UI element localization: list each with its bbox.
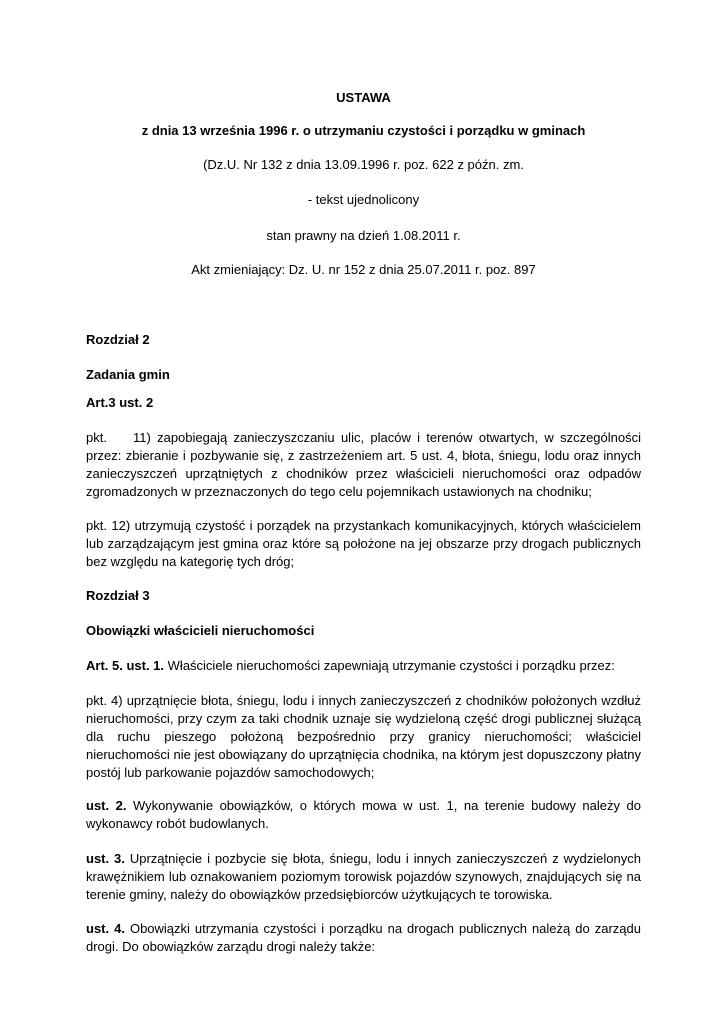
article-5-label: Art. 5. ust. 1. [86, 658, 165, 673]
chapter-3-heading: Rozdział 3 [86, 588, 150, 603]
act-subtitle: z dnia 13 września 1996 r. o utrzymaniu czystości i porządku w gminach [141, 123, 586, 138]
ust-4-label: ust. 4. [86, 921, 125, 936]
act-title: USTAWA [336, 90, 391, 105]
article-5-paragraph [86, 657, 641, 675]
ust-2-label: ust. 2. [86, 798, 127, 813]
chapter-2-title: Zadania gmin [86, 367, 170, 382]
paragraph-ust-2 [86, 797, 641, 833]
paragraph-pkt-12 [86, 517, 641, 571]
point-label: pkt. [86, 518, 107, 533]
amending-act: Akt zmieniający: Dz. U. nr 152 z dnia 25.07.2011 r. poz. 897 [191, 262, 536, 277]
legal-state-date: stan prawny na dzień 1.08.2011 r. [266, 228, 461, 243]
paragraph-ust-4 [86, 920, 641, 956]
article-5-text: Właściciele nieruchomości zapewniają utrzymanie czystości i porządku przez: [167, 658, 615, 673]
paragraph-ust-3 [86, 850, 641, 904]
journal-citation: (Dz.U. Nr 132 z dnia 13.09.1996 r. poz. 622 z późn. zm. [203, 157, 524, 172]
paragraph-pkt-11 [86, 429, 641, 501]
ust-2-text: Wykonywanie obowiązków, o których mowa w ust. 1, na terenie budowy należy do wykonawcy robót budowlanych. [86, 798, 641, 831]
chapter-2-heading: Rozdział 2 [86, 332, 150, 347]
point-text: 11) zapobiegają zanieczyszczaniu ulic, placów i terenów otwartych, w szczególności przez: zbieranie i pozbywanie się, z zastrzeżeniem art. 5 ust. 4, błota, śniegu, lodu oraz innych zanieczyszczeń uprzątniętych z chodników przez właścicieli nieruchomości oraz odpadów zgromadzonych w przeznaczonych do tego celu pojemnikach ustawionych na chodniku; [86, 430, 641, 499]
point-label: pkt. [86, 430, 107, 445]
paragraph-pkt-4: pkt. 4) uprzątnięcie błota, śniegu, lodu i innych zanieczyszczeń z chodników położonych wzdłuż nieruchomości, przy czym za taki chodnik uznaje się wydzieloną część drogi publicznej służącą dla ruchu pieszego położoną bezpośrednio przy granicy nieruchomości; właściciel nieruchomości nie jest obowiązany do uprzątnięcia chodnika, na którym jest dopuszczony płatny postój lub parkowanie pojazdów samochodowych; [86, 693, 641, 780]
chapter-3-title: Obowiązki właścicieli nieruchomości [86, 623, 315, 638]
ust-3-label: ust. 3. [86, 851, 125, 866]
ust-4-text: Obowiązki utrzymania czystości i porządku na drogach publicznych należą do zarządu drogi. Do obowiązków zarządu drogi należy także: [86, 921, 641, 954]
consolidated-note: - tekst ujednolicony [307, 192, 420, 207]
ust-3-text: Uprzątnięcie i pozbycie się błota, śniegu, lodu i innych zanieczyszczeń z wydzielonych krawężnikiem lub oznakowaniem poziomym torowisk pojazdów szynowych, znajdujących się na terenie gminy, należy do obowiązków przedsiębiorców użytkujących te torowiska. [86, 851, 641, 902]
point-text: 12) utrzymują czystość i porządek na przystankach komunikacyjnych, których właścicielem lub zarządzającym jest gmina oraz które są położone na jej obszarze przy drogach publicznych bez względu na kategorię tych dróg; [86, 518, 641, 569]
article-3-heading: Art.3 ust. 2 [86, 395, 154, 410]
